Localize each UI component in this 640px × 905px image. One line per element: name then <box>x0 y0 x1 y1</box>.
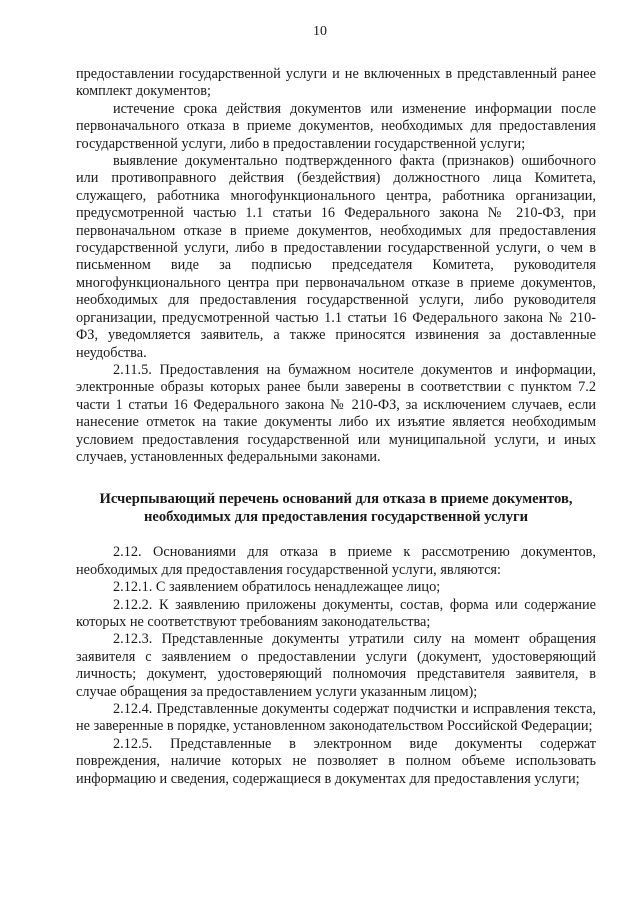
page-number: 10 <box>313 24 327 39</box>
paragraph: истечение срока действия документов или изменение информации после первоначального отказа в приеме документов, необходимых для предоставления государственной услуги, либо в предоставлении государственной услуги; <box>76 100 596 152</box>
paragraph: выявление документально подтвержденного факта (признаков) ошибочного или противоправного действия (бездействия) должностного лица Комитета, служащего, работника многофункционального центра, работника организации, предусмотренной частью 1.1 статьи 16 Федерального закона № 210-ФЗ, при первоначальном отказе в приеме документов, необходимых для предоставления государственной услуги, либо в предоставлении государственной услуги, о чем в письменном виде за подписью председателя Комитета, руководителя многофункционального центра при первоначальном отказе в приеме документов, необходимых для предоставления государственной услуги, либо руководителя организации, предусмотренной частью 1.1 статьи 16 Федерального закона № 210-ФЗ, уведомляется заявитель, а также приносятся извинения за доставленные неудобства. <box>76 153 596 361</box>
paragraphs-before-heading <box>76 66 596 466</box>
paragraph: 2.12. Основаниями для отказа в приеме к рассмотрению документов, необходимых для предоставления государственной услуги, являются: <box>76 544 596 578</box>
paragraph: 2.11.5. Предоставления на бумажном носителе документов и информации, электронные образы которых ранее были заверены в соответствии с пунктом 7.2 части 1 статьи 16 Федерального закона № 210-ФЗ, за исключением случаев, если нанесение отметок на такие документы либо их изъятие является необходимым условием предоставления государственной или муниципальной услуги, и иных случаев, установленных федеральными законами. <box>76 361 596 465</box>
page-content <box>76 66 596 788</box>
paragraph: 2.12.2. К заявлению приложены документы, состав, форма или содержание которых не соответствуют требованиям законодательства; <box>76 596 596 630</box>
paragraph: 2.12.1. С заявлением обратилось ненадлежащее лицо; <box>113 579 441 596</box>
paragraph: 2.12.3. Представленные документы утратили силу на момент обращения заявителя с заявлением о предоставлении услуги (документ, удостоверяющий личность; документ, удостоверяющий полномочия представителя заявителя, в случае обращения за предоставлением услуги указанным лицом); <box>76 631 596 700</box>
paragraph: 2.12.4. Представленные документы содержат подчистки и исправления текста, не заверенные в порядке, установленном законодательством Российской Федерации; <box>76 701 596 735</box>
section-heading: Исчерпывающий перечень оснований для отказа в приеме документов, необходимых для предоставления государственной услуги <box>99 491 573 526</box>
paragraph: предоставлении государственной услуги и не включенных в представленный ранее комплект документов; <box>76 66 596 100</box>
paragraph: 2.12.5. Представленные в электронном виде документы содержат повреждения, наличие которых не позволяет в полном объеме использовать информацию и сведения, содержащиеся в документах для предоставления услуги; <box>76 735 596 787</box>
paragraphs-after-heading <box>76 544 596 788</box>
